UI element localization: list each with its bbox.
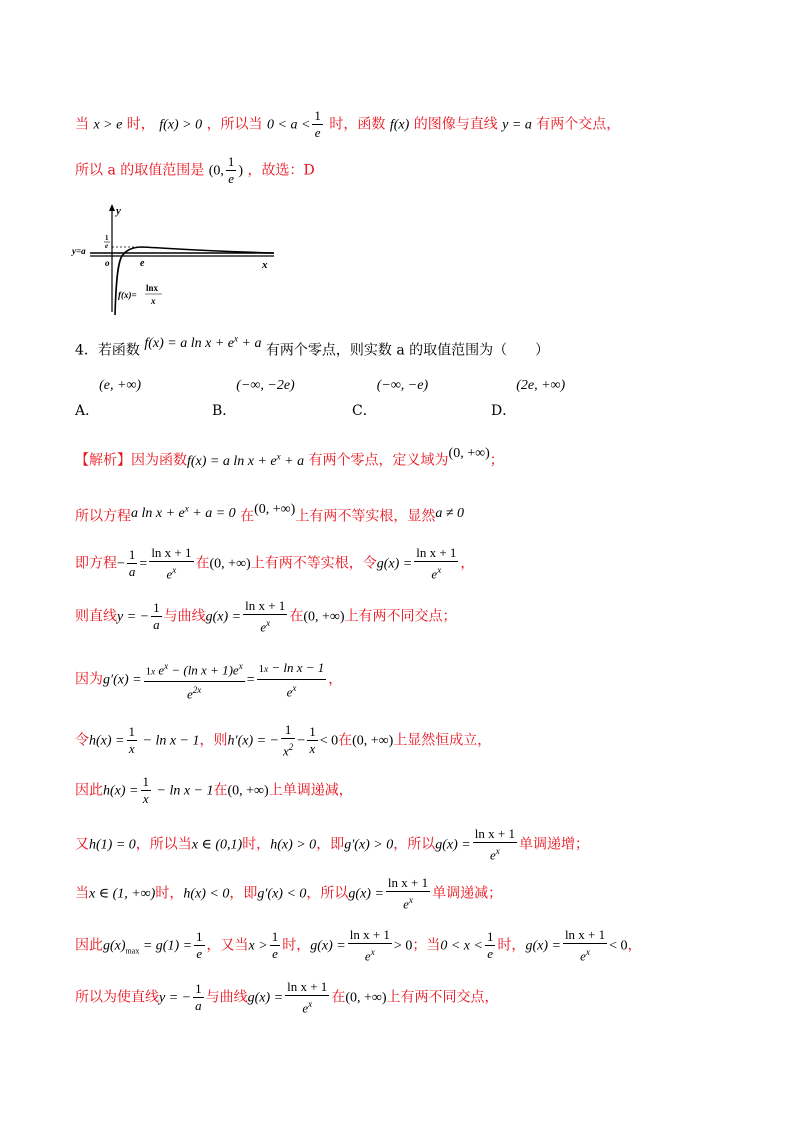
text: ；当 bbox=[412, 937, 441, 954]
question-4 bbox=[75, 333, 550, 362]
fraction bbox=[141, 774, 152, 807]
question-expression bbox=[144, 333, 262, 351]
fraction bbox=[127, 547, 138, 580]
analysis-line-2 bbox=[75, 502, 464, 528]
denominator: e bbox=[487, 946, 494, 962]
math: g′(x) > 0 bbox=[344, 837, 394, 853]
math: + a bbox=[238, 335, 262, 351]
denominator: x bbox=[309, 741, 316, 757]
text: 的图像与直线 bbox=[413, 116, 498, 133]
numerator: 1 bbox=[128, 547, 136, 563]
numerator: 1 bbox=[196, 929, 203, 945]
text: 上有两不等实根，令 bbox=[250, 555, 377, 572]
denominator: e bbox=[314, 125, 321, 140]
numerator: 1 bbox=[142, 774, 149, 789]
denominator-sup: x bbox=[370, 947, 375, 957]
math: g(x) bbox=[103, 938, 126, 954]
math: 0 < a < bbox=[267, 117, 311, 133]
numerator: 1 bbox=[314, 108, 321, 123]
part: x bbox=[264, 664, 269, 675]
text: 在 bbox=[338, 732, 353, 749]
math: = bbox=[246, 672, 255, 688]
text: 因为 bbox=[75, 671, 103, 688]
math-part: a ln x + e bbox=[131, 505, 185, 521]
text: ， bbox=[627, 937, 642, 954]
denominator-sup: x bbox=[408, 895, 413, 905]
math: f(x) bbox=[389, 117, 410, 133]
text: 与曲线 bbox=[163, 608, 206, 625]
math: g(x) = bbox=[376, 556, 413, 572]
fraction bbox=[285, 979, 329, 1016]
derivative-fraction bbox=[144, 656, 245, 703]
function-numerator: lnx bbox=[146, 283, 159, 293]
denominator-sup: x bbox=[495, 846, 500, 856]
math: y = a bbox=[502, 117, 532, 133]
function-graph bbox=[70, 200, 290, 320]
denominator: e bbox=[166, 566, 173, 582]
math: a ≠ 0 bbox=[435, 505, 465, 521]
numerator: 1 bbox=[271, 929, 279, 945]
text: 时， bbox=[282, 937, 311, 954]
fraction bbox=[127, 724, 138, 757]
option-c[interactable] bbox=[352, 378, 429, 420]
solution-line-1 bbox=[75, 108, 620, 141]
text: 又 bbox=[75, 836, 89, 853]
denominator-sup: x bbox=[585, 947, 590, 957]
option-value: (−∞, −2e) bbox=[236, 378, 295, 393]
part: 1 bbox=[145, 665, 152, 678]
denominator: x bbox=[142, 791, 149, 806]
math: (0, +∞) bbox=[345, 990, 387, 1006]
denominator: x bbox=[283, 743, 289, 759]
analysis-line-3 bbox=[75, 545, 474, 582]
text: 因此 bbox=[75, 937, 103, 954]
denominator: e bbox=[186, 686, 193, 702]
text: 与曲线 bbox=[205, 989, 248, 1006]
math: y = − bbox=[117, 609, 150, 625]
math: g(x) = bbox=[247, 990, 284, 1006]
text: 则直线 bbox=[75, 608, 117, 625]
sup: x bbox=[238, 661, 243, 671]
denominator-sup: x bbox=[266, 618, 271, 628]
math: h(1) = 0 bbox=[89, 837, 136, 853]
analysis-line-6 bbox=[75, 722, 491, 759]
text: 当 bbox=[75, 116, 89, 133]
text: 时， bbox=[497, 937, 526, 954]
e-label: e bbox=[140, 258, 145, 269]
math bbox=[187, 451, 305, 469]
denominator-sup: x bbox=[172, 565, 177, 575]
math: h(x) < 0 bbox=[183, 886, 230, 902]
text: 时， bbox=[155, 885, 184, 902]
text: 有两个零点，定义域为 bbox=[308, 452, 449, 469]
text: 时， bbox=[126, 116, 155, 133]
numerator: 1 bbox=[486, 929, 494, 945]
text: 【解析】因为函数 bbox=[75, 452, 187, 469]
option-a[interactable] bbox=[75, 378, 142, 420]
text: 单调递增； bbox=[518, 836, 589, 853]
math: f(x) = a ln x + e bbox=[144, 335, 235, 351]
math-part: + a = 0 bbox=[188, 505, 236, 521]
fraction bbox=[386, 875, 430, 912]
math: y = − bbox=[159, 990, 192, 1006]
math: = g(1) = bbox=[139, 938, 193, 954]
fraction bbox=[193, 981, 204, 1014]
part: − (ln x + 1)e bbox=[168, 662, 239, 678]
function-label: f(x)= bbox=[118, 290, 137, 300]
part: x bbox=[151, 666, 156, 677]
numerator: ln x + 1 bbox=[151, 545, 192, 560]
fraction bbox=[307, 724, 318, 757]
y-axis-label: y bbox=[116, 205, 121, 217]
math-sup: x bbox=[276, 451, 281, 461]
math: < 0 bbox=[609, 938, 628, 954]
denominator: e bbox=[302, 1000, 309, 1016]
text: ，即 bbox=[229, 885, 258, 902]
math: − ln x − 1 bbox=[153, 783, 214, 799]
fraction bbox=[312, 108, 323, 141]
denominator-sup: x bbox=[308, 999, 313, 1009]
numerator: 1 bbox=[195, 981, 202, 997]
text: 在 bbox=[240, 508, 255, 525]
denominator: e bbox=[580, 948, 586, 964]
denominator: e bbox=[403, 896, 409, 912]
numerator: ln x + 1 bbox=[245, 598, 286, 613]
math: < 0 bbox=[319, 733, 339, 749]
math: 0 < x < bbox=[440, 938, 483, 954]
denominator: e bbox=[431, 566, 438, 582]
math: g(x) = bbox=[435, 837, 471, 853]
text: 时，函数 bbox=[329, 116, 386, 133]
numerator: ln x + 1 bbox=[387, 875, 429, 890]
fraction bbox=[281, 722, 295, 759]
text: 上有两不同交点， bbox=[386, 989, 499, 1006]
math: g(x) = bbox=[348, 886, 384, 902]
origin-label: o bbox=[105, 258, 110, 268]
numerator: ln x + 1 bbox=[564, 927, 606, 942]
math: = bbox=[139, 556, 148, 572]
denominator: e bbox=[260, 619, 267, 635]
math: (0, +∞) bbox=[254, 501, 296, 517]
denominator: e bbox=[272, 946, 278, 962]
text: 单调递减； bbox=[432, 885, 503, 902]
option-label: C． bbox=[352, 403, 377, 419]
text: 所以 a 的取值范围是 bbox=[75, 162, 205, 179]
text: ， bbox=[460, 555, 475, 572]
math-sup: x bbox=[184, 503, 189, 513]
text: ， bbox=[328, 671, 343, 688]
option-value: (2e, +∞) bbox=[516, 378, 566, 393]
math: > 0 bbox=[393, 938, 413, 954]
denominator: x bbox=[128, 741, 135, 757]
function-denominator: x bbox=[151, 296, 156, 306]
denominator-sup: 2x bbox=[192, 685, 202, 696]
math: − bbox=[297, 733, 306, 749]
option-value: (−∞, −e) bbox=[376, 378, 429, 393]
math-part: f(x) = a ln x + e bbox=[187, 453, 277, 469]
text: ，则 bbox=[199, 732, 228, 749]
math: − bbox=[117, 556, 125, 572]
text: ，故选：D bbox=[247, 162, 315, 179]
numerator: 1 bbox=[153, 600, 160, 616]
option-label: B． bbox=[212, 403, 237, 419]
fraction bbox=[348, 927, 392, 964]
y-equals-a-label: y=a bbox=[72, 246, 86, 256]
math: h(x) = bbox=[103, 783, 139, 799]
fraction bbox=[563, 927, 607, 964]
denominator: e bbox=[489, 847, 496, 863]
option-label: A． bbox=[75, 403, 100, 419]
text: 在 bbox=[195, 555, 210, 572]
analysis-line-5 bbox=[75, 656, 342, 703]
part: 1 bbox=[258, 663, 265, 676]
question-number: 4．若函数 bbox=[75, 342, 140, 359]
numerator: ln x + 1 bbox=[287, 979, 328, 994]
analysis-line-1 bbox=[75, 446, 504, 472]
math: g(x) = bbox=[205, 609, 242, 625]
text: ； bbox=[489, 452, 504, 469]
denominator: a bbox=[128, 564, 136, 580]
text: 当 bbox=[75, 885, 89, 902]
numerator: 1 bbox=[128, 724, 135, 740]
text: ，又当 bbox=[206, 937, 249, 954]
solution-line-2 bbox=[75, 154, 315, 187]
math: g′(x) = bbox=[103, 672, 142, 688]
denominator-sup: x bbox=[292, 683, 297, 694]
text: 在 bbox=[331, 989, 346, 1006]
text: 上单调递减， bbox=[268, 782, 353, 799]
text: ，所以当 bbox=[135, 836, 192, 853]
analysis-line-9 bbox=[75, 875, 502, 912]
text: 在 bbox=[213, 782, 228, 799]
text: 有两个交点， bbox=[536, 116, 621, 133]
math: ) bbox=[238, 163, 244, 179]
math bbox=[131, 503, 236, 521]
math: g′(x) < 0 bbox=[257, 886, 307, 902]
fraction bbox=[226, 154, 237, 187]
fraction bbox=[149, 545, 193, 582]
sup: x bbox=[164, 661, 169, 671]
part: e bbox=[158, 662, 165, 678]
math: (0, +∞) bbox=[352, 733, 394, 749]
math: x ∈ (0,1) bbox=[191, 837, 243, 853]
numerator: ln x + 1 bbox=[416, 545, 457, 560]
fraction bbox=[194, 929, 205, 962]
option-d[interactable] bbox=[491, 378, 566, 420]
one-over-e-numerator: 1 bbox=[105, 234, 109, 242]
math: (0, bbox=[208, 163, 224, 179]
denominator: a bbox=[153, 617, 160, 633]
numerator: 1 bbox=[309, 724, 316, 740]
text: ，所以 bbox=[393, 836, 436, 853]
denominator: e bbox=[228, 171, 235, 186]
one-over-e-denominator: e bbox=[105, 242, 109, 250]
analysis-line-11 bbox=[75, 979, 499, 1016]
fraction bbox=[485, 929, 496, 962]
fraction bbox=[414, 545, 458, 582]
text: 在 bbox=[289, 608, 304, 625]
math: (0, +∞) bbox=[209, 556, 251, 572]
math: g(x) = bbox=[525, 938, 561, 954]
math: h(x) = bbox=[89, 733, 125, 749]
analysis-line-10 bbox=[75, 927, 642, 964]
analysis-line-8 bbox=[75, 826, 589, 863]
function-curve bbox=[115, 247, 274, 315]
text: 上有两不同交点； bbox=[344, 608, 457, 625]
text: 即方程 bbox=[75, 555, 117, 572]
analysis-line-7 bbox=[75, 774, 353, 807]
math: h(x) > 0 bbox=[270, 837, 317, 853]
text: 时， bbox=[242, 836, 271, 853]
option-label: D． bbox=[491, 403, 517, 419]
text: 上有两不等实根，显然 bbox=[295, 508, 436, 525]
fraction bbox=[151, 600, 162, 633]
numerator: ln x + 1 bbox=[349, 927, 390, 942]
denominator-sup: 2 bbox=[288, 742, 294, 752]
derivative-fraction bbox=[257, 658, 327, 700]
math: x > e bbox=[93, 117, 123, 133]
denominator: e bbox=[286, 684, 293, 700]
option-b[interactable] bbox=[212, 378, 295, 420]
text: 因此 bbox=[75, 782, 103, 799]
text: 所以为使直线 bbox=[75, 989, 159, 1006]
text: 有两个零点，则实数 a 的取值范围为（ ） bbox=[265, 342, 550, 359]
math: x ∈ (1, +∞) bbox=[89, 886, 156, 902]
numerator: ln x + 1 bbox=[474, 826, 515, 841]
y-axis-arrow bbox=[109, 204, 115, 211]
analysis-line-4 bbox=[75, 598, 457, 635]
x-axis-label: x bbox=[262, 259, 268, 271]
text: ，所以 bbox=[306, 885, 349, 902]
math: g(x) = bbox=[310, 938, 346, 954]
math: f(x) > 0 bbox=[159, 117, 203, 133]
math-sub: max bbox=[125, 946, 140, 956]
text: ，所以当 bbox=[206, 116, 263, 133]
text: 令 bbox=[75, 732, 89, 749]
math: (0, +∞) bbox=[448, 445, 490, 461]
text: ，即 bbox=[316, 836, 345, 853]
numerator: 1 bbox=[281, 722, 295, 739]
math: h′(x) = − bbox=[227, 733, 279, 749]
part: − ln x − 1 bbox=[268, 660, 325, 676]
math: (0, +∞) bbox=[303, 609, 345, 625]
fraction bbox=[473, 826, 517, 863]
fraction bbox=[270, 929, 281, 962]
fraction bbox=[243, 598, 287, 635]
denominator: a bbox=[195, 998, 202, 1014]
numerator: 1 bbox=[227, 154, 235, 169]
math: − ln x − 1 bbox=[139, 733, 200, 749]
denominator-sup: x bbox=[437, 565, 442, 575]
text: 所以方程 bbox=[75, 508, 131, 525]
option-value: (e, +∞) bbox=[99, 378, 142, 393]
denominator: e bbox=[364, 948, 371, 964]
math: x > bbox=[248, 938, 268, 954]
math-part: + a bbox=[280, 453, 305, 469]
denominator: e bbox=[196, 946, 203, 962]
math: (0, +∞) bbox=[227, 783, 269, 799]
text: 上显然恒成立， bbox=[393, 732, 492, 749]
math-sup: x bbox=[234, 333, 239, 343]
